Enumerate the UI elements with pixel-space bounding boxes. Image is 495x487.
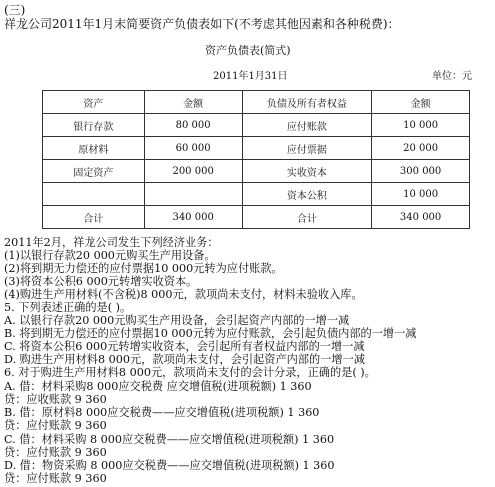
option-d: D. 购进生产用材料8 000元，款项尚未支付，会引起资产内部的一增一减	[4, 353, 365, 366]
cell: 合计	[43, 206, 145, 229]
cell: 实收资本	[242, 160, 372, 183]
cell: 80 000	[144, 114, 242, 137]
header-asset: 资产	[43, 91, 145, 114]
cell: 银行存款	[43, 114, 145, 137]
option-d-credit: 贷：应付账款 9 360	[4, 472, 107, 485]
cell: 固定资产	[43, 160, 145, 183]
option-b: B. 借：原材料8 000应交税费——应交增值税(进项税额) 1 360	[4, 406, 320, 419]
cell: 资本公积	[242, 183, 372, 206]
question-6: 6. 对于购进生产用材料8 000元，款项尚未支付的会计分录，正确的是( )。	[4, 366, 376, 379]
table-date: 2011年1月31日	[213, 71, 288, 82]
option-b-credit: 贷：应付账款 9 360	[4, 419, 107, 432]
section-label: (三)	[4, 3, 26, 17]
option-b: B. 将到期无力偿还的应付票据10 000元转为应付账款，会引起负债内部的一增一减	[4, 327, 417, 340]
header-liability-equity: 负债及所有者权益	[242, 91, 372, 114]
cell	[144, 183, 242, 206]
balance-sheet-table	[42, 90, 470, 229]
cell: 300 000	[372, 160, 470, 183]
header-amount: 金额	[144, 91, 242, 114]
cell: 200 000	[144, 160, 242, 183]
table-row	[43, 160, 470, 183]
cell	[43, 183, 145, 206]
cell: 10 000	[372, 183, 470, 206]
table-header-row	[43, 91, 470, 114]
header-amount: 金额	[372, 91, 470, 114]
cell: 60 000	[144, 137, 242, 160]
cell: 合计	[242, 206, 372, 229]
cell: 20 000	[372, 137, 470, 160]
option-d: D. 借：物资采购 8 000应交税费——应交增值税(进项税额) 1 360	[4, 459, 335, 472]
text-line: (1)以银行存款20 000元购买生产用设备。	[4, 249, 216, 262]
table-total-row	[43, 206, 470, 229]
text-line: (4)购进生产用材料(不含税)8 000元，款项尚未支付，材料未验收入库。	[4, 288, 363, 301]
cell: 10 000	[372, 114, 470, 137]
cell: 340 000	[144, 206, 242, 229]
table-row	[43, 183, 470, 206]
option-c: C. 借：材料采购 8 000应交税费——应交增值税(进项税额) 1 360	[4, 433, 335, 446]
table-unit: 单位：元	[432, 71, 472, 82]
option-c-credit: 贷：应付账款 9 360	[4, 446, 107, 459]
cell: 应付票据	[242, 137, 372, 160]
text-line: (3)将资本公积6 000元转增实收资本。	[4, 275, 198, 288]
question-5: 5. 下列表述正确的是( )。	[4, 301, 132, 314]
intro-text: 祥龙公司2011年1月末简要资产负债表如下(不考虑其他因素和各种税费)：	[4, 17, 400, 31]
table-title: 资产负债表(简式)	[205, 44, 291, 57]
text-line: (2)将到期无力偿还的应付票据10 000元转为应付账款。	[4, 262, 283, 275]
option-a: A. 借：材料采购8 000应交税费 应交增值税(进项税额) 1 360	[4, 380, 312, 393]
text-line: 2011年2月，祥龙公司发生下列经济业务：	[4, 236, 219, 249]
cell: 340 000	[372, 206, 470, 229]
cell: 应付账款	[242, 114, 372, 137]
option-c: C. 将资本公积6 000元转增实收资本，会引起所有者权益内部的一增一减	[4, 340, 365, 353]
table-row	[43, 137, 470, 160]
option-a-credit: 贷：应收账款 9 360	[4, 393, 107, 406]
table-row	[43, 114, 470, 137]
cell: 原材料	[43, 137, 145, 160]
option-a: A. 以银行存款20 000元购买生产用设备，会引起资产内部的一增一减	[4, 314, 350, 327]
